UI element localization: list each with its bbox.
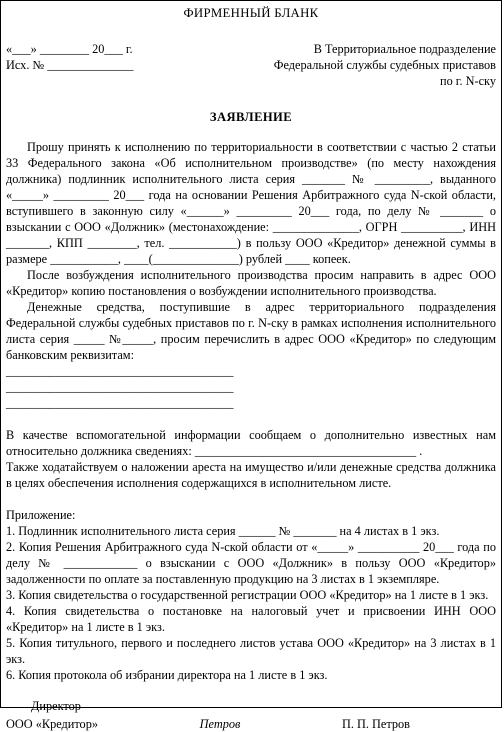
attachment-item: 2. Копия Решения Арбитражного суда N-ской области от «_____» __________ 20___ года по делу № ____________ о взыскании с ООО «Должник» в пользу ООО «Кредитор» задолженности по оплате за поставленную продукцию на 3 листах в 1 экземпляре. <box>6 540 496 586</box>
signer-position: Директор <box>31 699 81 713</box>
handwritten-signature: Петров <box>199 717 241 731</box>
addressee-block <box>274 41 496 89</box>
addressee-line: по г. N-ску <box>440 74 496 88</box>
attachment-item: 4. Копия свидетельства о постановке на налоговый учет и присвоении ИНН ООО «Кредитор» на 1 листе в 1 экз. <box>6 604 496 634</box>
addressee-line: В Территориальное подразделение <box>313 42 496 56</box>
paragraph-debtor-info: В качестве вспомогательной информации сообщаем о дополнительно известных нам относительно должника сведениях: ____________________________________ . <box>6 428 496 458</box>
addressee-line: Федеральной службы судебных приставов <box>273 58 496 72</box>
signature-block <box>6 716 496 732</box>
bank-details-line: _____________________________________ <box>6 380 234 394</box>
attachment-item: 1. Подлинник исполнительного листа серия ______ № _______ на 4 листах в 1 экз. <box>6 524 440 538</box>
document-title: ЗАЯВЛЕНИЕ <box>209 110 293 124</box>
header-row <box>6 41 496 89</box>
letterhead-title: ФИРМЕННЫЙ БЛАНК <box>183 6 319 20</box>
paragraph-funds-transfer: Денежные средства, поступившие в адрес территориального подразделения Федеральной службы судебных приставов по г. N-ску в рамках исполнения исполнительного листа серия _____ №_____, просим перечислить в адрес ООО «Кредитор» по следующим банковским реквизитам: <box>6 300 496 362</box>
paragraph-arrest-motion: Также ходатайствуем о наложении ареста на имущество и/или денежные средства должника в целях обеспечения исполнения содержащихся в исполнительном листе. <box>6 460 496 490</box>
bank-details-line: _____________________________________ <box>6 364 234 378</box>
header-left <box>6 41 133 89</box>
signer-company: ООО «Кредитор» <box>6 717 99 731</box>
attachment-item: 3. Копия свидетельства о государственной регистрации ООО «Кредитор» на 1 листе в 1 экз. <box>6 588 489 602</box>
paragraph-copy-request: После возбуждения исполнительного производства просим направить в адрес ООО «Кредитор» копию постановления о возбуждении исполнительного производства. <box>6 268 496 298</box>
signer-name: П. П. Петров <box>341 717 410 731</box>
date-line: «___» ________ 20___ г. <box>6 42 133 56</box>
attachments-heading: Приложение: <box>6 508 76 522</box>
attachment-item: 5. Копия титульного, первого и последнего листов устава ООО «Кредитор» на 3 листах в 1 экз. <box>6 636 496 666</box>
reference-number-line: Исх. № ______________ <box>6 58 134 72</box>
paragraph-request: Прошу принять к исполнению по территориальности в соответствии с частью 2 статьи 33 Федерального закона «Об исполнительном производстве» (по месту нахождения должника) подлинник исполнительного листа серия _______ № _________, выданного «_____» _________ 20___ года на основании Решения Арбитражного суда N-ской области, вступившего в законную силу «______» _________ 20___ года, по делу № _______ о взыскании с ООО «Должник» (местонахождение: ______________, ОГРН __________, ИНН _______, КПП ________, тел. ___________) в пользу ООО «Кредитор» денежной суммы в размере ___________, ____(______________) рублей ____ копеек. <box>6 140 496 266</box>
attachment-item: 6. Копия протокола об избрании директора на 1 листе в 1 экз. <box>6 668 328 682</box>
bank-details-line: _____________________________________ <box>6 396 234 410</box>
